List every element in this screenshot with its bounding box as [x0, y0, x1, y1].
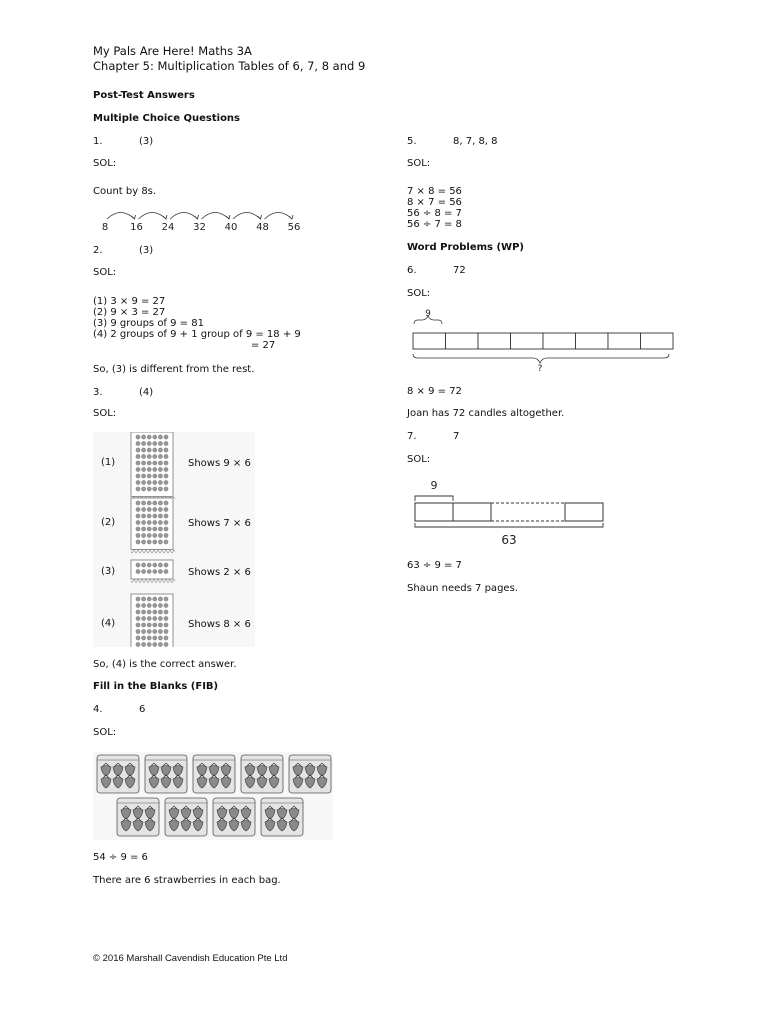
- q3-dot: [136, 514, 140, 518]
- q1-jump-arc: [170, 213, 198, 220]
- q3-dot: [142, 540, 146, 544]
- q1-jump-arc: [139, 213, 167, 220]
- q1-number: 1.: [93, 136, 103, 147]
- q4-figure: [93, 752, 333, 840]
- q3-dot: [136, 501, 140, 505]
- q3-dot: [136, 616, 140, 620]
- q4-number: 4.: [93, 704, 103, 715]
- q3-dot: [142, 441, 146, 445]
- q7-conclusion: Shaun needs 7 pages.: [407, 583, 518, 594]
- q3-number: 3.: [93, 387, 103, 398]
- q3-dot: [136, 563, 140, 567]
- q3-dot: [147, 629, 151, 633]
- q5-line-1: 7 × 8 = 56: [407, 186, 462, 197]
- q3-dot: [136, 636, 140, 640]
- q3-dot: [158, 642, 162, 646]
- q4-bag: [241, 755, 283, 793]
- q3-dot: [158, 603, 162, 607]
- q3-dot: [158, 636, 162, 640]
- q3-dot: [147, 563, 151, 567]
- q3-dot: [158, 569, 162, 573]
- q3-dot: [158, 610, 162, 614]
- q3-dot: [147, 501, 151, 505]
- q3-dot: [142, 514, 146, 518]
- q7-answer: 7: [453, 431, 460, 442]
- q1-sol: SOL:: [93, 158, 117, 169]
- q3-dot: [164, 474, 168, 478]
- q3-dot: [142, 520, 146, 524]
- q4-answer: 6: [139, 704, 146, 715]
- q3-dot: [164, 487, 168, 491]
- q3-dot: [147, 527, 151, 531]
- q7-bar-unit: [415, 503, 453, 521]
- q3-dot: [142, 461, 146, 465]
- q6-bar-unit: [608, 333, 641, 349]
- q4-bag: [165, 798, 207, 836]
- q6-bar-unit: [543, 333, 576, 349]
- q3-dot: [136, 487, 140, 491]
- q3-dot: [164, 441, 168, 445]
- q1-text: Count by 8s.: [93, 186, 157, 197]
- q3-dot: [142, 569, 146, 573]
- q3-dot: [142, 636, 146, 640]
- q3-option-2-label: (2): [101, 517, 116, 528]
- q3-dot: [153, 629, 157, 633]
- q3-option-3-text: Shows 2 × 6: [188, 567, 251, 578]
- q3-dot: [136, 527, 140, 531]
- header-title: My Pals Are Here! Maths 3A: [93, 44, 252, 58]
- q3-dot: [164, 520, 168, 524]
- q3-dot: [136, 642, 140, 646]
- q3-dot: [158, 563, 162, 567]
- q3-dot: [158, 435, 162, 439]
- q6-bar-unit: [446, 333, 479, 349]
- q3-dot: [136, 474, 140, 478]
- q7-equation: 63 ÷ 9 = 7: [407, 560, 462, 571]
- q3-dot: [142, 507, 146, 511]
- copyright-footer: © 2016 Marshall Cavendish Education Pte Ltd: [93, 953, 288, 964]
- q2-line-2: (2) 9 × 3 = 27: [93, 307, 166, 318]
- q5-line-3: 56 ÷ 8 = 7: [407, 208, 462, 219]
- q3-dot: [147, 636, 151, 640]
- q1-arrowhead: [226, 215, 230, 219]
- q3-dot: [142, 629, 146, 633]
- q3-dot: [136, 441, 140, 445]
- q2-number: 2.: [93, 245, 103, 256]
- q3-dot: [158, 454, 162, 458]
- q3-dot: [142, 435, 146, 439]
- q3-dot: [147, 435, 151, 439]
- q3-dot: [142, 597, 146, 601]
- q6-equation: 8 × 9 = 72: [407, 386, 462, 397]
- q3-dot: [164, 461, 168, 465]
- q3-conclusion: So, (4) is the correct answer.: [93, 659, 237, 670]
- q3-dot: [164, 448, 168, 452]
- q3-dot: [153, 514, 157, 518]
- q1-arrowhead: [195, 215, 199, 219]
- q3-dot: [164, 507, 168, 511]
- q3-dot: [158, 487, 162, 491]
- q3-dot: [142, 563, 146, 567]
- q6-bar-model: [408, 308, 674, 374]
- q3-dot: [142, 501, 146, 505]
- q3-option-3-label: (3): [101, 566, 116, 577]
- q3-dot: [147, 623, 151, 627]
- q6-sol: SOL:: [407, 288, 431, 299]
- q6-bar-unit: [576, 333, 609, 349]
- q3-dot: [158, 527, 162, 531]
- q3-dot: [164, 636, 168, 640]
- q3-dot: [153, 480, 157, 484]
- q3-dot: [147, 520, 151, 524]
- q7-bottom-bracket: [415, 523, 603, 527]
- q1-number-line: [95, 206, 310, 234]
- q3-dot: [153, 527, 157, 531]
- q3-dot: [147, 610, 151, 614]
- q3-dot: [164, 501, 168, 505]
- q3-dot: [158, 623, 162, 627]
- q7-bottom-label: 63: [501, 533, 517, 547]
- q3-dot: [136, 454, 140, 458]
- q3-dot: [136, 540, 140, 544]
- q1-number-label: 32: [193, 222, 206, 233]
- q3-dot: [147, 540, 151, 544]
- q4-bag: [213, 798, 255, 836]
- q1-jump-arc: [107, 213, 135, 220]
- q3-dot: [164, 514, 168, 518]
- q3-dot: [158, 467, 162, 471]
- q3-dot: [147, 480, 151, 484]
- q3-dot: [153, 623, 157, 627]
- q1-answer: (3): [139, 136, 154, 147]
- q3-dot: [136, 507, 140, 511]
- q3-dot: [164, 597, 168, 601]
- q4-bag: [193, 755, 235, 793]
- q3-dot: [147, 454, 151, 458]
- q2-answer: (3): [139, 245, 154, 256]
- q3-dot: [164, 616, 168, 620]
- q3-dot: [153, 616, 157, 620]
- q1-jump-arc: [233, 213, 261, 220]
- q3-dot: [153, 597, 157, 601]
- q3-dot: [136, 610, 140, 614]
- q4-sol: SOL:: [93, 727, 117, 738]
- q3-dot: [153, 507, 157, 511]
- q3-dot: [153, 448, 157, 452]
- q3-dot: [158, 616, 162, 620]
- q1-arrowhead: [258, 215, 262, 219]
- q4-bag: [289, 755, 331, 793]
- q3-answer: (4): [139, 387, 154, 398]
- q6-top-label: 9: [425, 309, 431, 319]
- q3-dot: [142, 616, 146, 620]
- q6-bottom-brace: [413, 354, 669, 363]
- q4-strawberry-bags-illustration: [93, 752, 333, 840]
- q3-dot: [153, 467, 157, 471]
- q3-dot: [147, 603, 151, 607]
- q3-dot: [142, 642, 146, 646]
- q3-dot: [164, 563, 168, 567]
- q3-dot: [147, 597, 151, 601]
- q3-dot: [153, 487, 157, 491]
- q3-dot: [153, 454, 157, 458]
- q3-dot: [158, 629, 162, 633]
- q3-dot: [153, 461, 157, 465]
- q4-bag: [145, 755, 187, 793]
- q1-number-label: 16: [130, 222, 143, 233]
- q7-sol: SOL:: [407, 454, 431, 465]
- q5-line-2: 8 × 7 = 56: [407, 197, 462, 208]
- q3-dot: [164, 435, 168, 439]
- q3-dot: [164, 629, 168, 633]
- q4-bag: [117, 798, 159, 836]
- q3-dot: [147, 448, 151, 452]
- q3-dot: [153, 533, 157, 537]
- q3-dot: [158, 441, 162, 445]
- q3-dot: [153, 569, 157, 573]
- q3-dot: [164, 569, 168, 573]
- q3-dot: [164, 540, 168, 544]
- q3-dot: [158, 540, 162, 544]
- q3-dot: [142, 448, 146, 452]
- q3-dot: [142, 467, 146, 471]
- q3-dot: [136, 520, 140, 524]
- q3-dot: [136, 480, 140, 484]
- q3-dot: [142, 533, 146, 537]
- q7-top-bracket: [415, 496, 453, 501]
- q3-dot: [164, 454, 168, 458]
- q6-conclusion: Joan has 72 candles altogether.: [407, 408, 565, 419]
- q6-bar-unit: [511, 333, 544, 349]
- q5-number: 5.: [407, 136, 417, 147]
- q3-dot: [147, 616, 151, 620]
- q5-sol: SOL:: [407, 158, 431, 169]
- q3-dot: [136, 435, 140, 439]
- q2-conclusion: So, (3) is different from the rest.: [93, 364, 255, 375]
- heading-post-test: Post-Test Answers: [93, 90, 195, 101]
- q3-dot: [136, 461, 140, 465]
- q3-dot: [153, 610, 157, 614]
- q3-dot: [147, 507, 151, 511]
- heading-fib: Fill in the Blanks (FIB): [93, 681, 219, 692]
- q1-number-label: 8: [101, 222, 109, 233]
- q3-dot: [136, 467, 140, 471]
- q3-dot: [153, 563, 157, 567]
- q3-dot: [153, 540, 157, 544]
- q3-dot: [153, 636, 157, 640]
- q1-arrowhead: [132, 215, 136, 219]
- q6-bar-unit: [478, 333, 511, 349]
- q1-number-label: 48: [256, 222, 269, 233]
- q3-dot: [164, 480, 168, 484]
- q3-dot: [136, 603, 140, 607]
- q3-dot: [142, 623, 146, 627]
- q1-arrowhead: [289, 215, 293, 219]
- q3-dot: [158, 461, 162, 465]
- q3-dot: [153, 501, 157, 505]
- q3-dot: [147, 514, 151, 518]
- q7-bar-unit: [453, 503, 491, 521]
- q3-dot: [147, 569, 151, 573]
- q1-number-label: 56: [287, 222, 301, 233]
- q3-option-2-text: Shows 7 × 6: [188, 518, 251, 529]
- q7-bar-unit: [565, 503, 603, 521]
- q3-dot: [164, 467, 168, 471]
- q6-bottom-label: ?: [537, 364, 543, 374]
- q3-torn-edge: [131, 580, 175, 583]
- q3-torn-edge: [131, 550, 175, 553]
- q3-dot: [158, 501, 162, 505]
- q3-dot: [142, 480, 146, 484]
- q3-dot: [142, 527, 146, 531]
- q3-dot: [158, 533, 162, 537]
- q2-line-5: = 27: [251, 340, 276, 351]
- q3-dot: [147, 474, 151, 478]
- q3-dot: [136, 623, 140, 627]
- q3-dot: [136, 533, 140, 537]
- q3-dot: [158, 474, 162, 478]
- q3-dot: [142, 603, 146, 607]
- q3-sol: SOL:: [93, 408, 117, 419]
- q2-line-3: (3) 9 groups of 9 = 81: [93, 318, 204, 329]
- q3-dot: [142, 454, 146, 458]
- q3-dot: [164, 623, 168, 627]
- q6-number: 6.: [407, 265, 417, 276]
- q3-option-4-label: (4): [101, 618, 116, 629]
- q1-number-label: 24: [161, 222, 175, 233]
- q3-dot: [158, 480, 162, 484]
- q4-conclusion: There are 6 strawberries in each bag.: [93, 875, 281, 886]
- q2-sol: SOL:: [93, 267, 117, 278]
- q2-line-4: (4) 2 groups of 9 + 1 group of 9 = 18 + 9: [93, 329, 301, 340]
- q7-top-label: 9: [430, 479, 438, 492]
- q3-dot: [153, 520, 157, 524]
- q3-dot: [153, 441, 157, 445]
- q5-answer: 8, 7, 8, 8: [453, 136, 498, 147]
- q5-line-4: 56 ÷ 7 = 8: [407, 219, 462, 230]
- q3-dot: [153, 603, 157, 607]
- q3-option-4-text: Shows 8 × 6: [188, 619, 251, 630]
- q6-answer: 72: [453, 265, 466, 276]
- q3-dot: [153, 642, 157, 646]
- q6-bar-unit: [413, 333, 446, 349]
- q3-dot: [164, 610, 168, 614]
- q3-dot: [164, 642, 168, 646]
- q3-dot: [147, 441, 151, 445]
- q3-dot: [147, 461, 151, 465]
- q3-dot: [158, 514, 162, 518]
- q3-dot: [158, 448, 162, 452]
- q4-bag: [261, 798, 303, 836]
- header-chapter: Chapter 5: Multiplication Tables of 6, 7, 8 and 9: [93, 59, 366, 73]
- q3-dot: [147, 487, 151, 491]
- q6-bar-unit: [641, 333, 674, 349]
- q3-dot: [136, 597, 140, 601]
- q3-dot: [153, 435, 157, 439]
- q3-option-1-label: (1): [101, 457, 116, 468]
- q3-dot: [142, 487, 146, 491]
- q3-dot: [136, 448, 140, 452]
- q3-dot: [142, 610, 146, 614]
- q3-dot: [147, 533, 151, 537]
- q1-number-label: 40: [224, 222, 238, 233]
- q3-dot: [147, 642, 151, 646]
- q3-option-1-text: Shows 9 × 6: [188, 458, 251, 469]
- q1-jump-arc: [265, 213, 293, 220]
- q4-equation: 54 ÷ 9 = 6: [93, 852, 148, 863]
- q3-dot: [158, 597, 162, 601]
- q3-dot: [147, 467, 151, 471]
- q3-dot: [158, 507, 162, 511]
- heading-wp: Word Problems (WP): [407, 242, 524, 253]
- q4-bag: [97, 755, 139, 793]
- q3-dot: [158, 520, 162, 524]
- q3-dot: [164, 603, 168, 607]
- q1-arrowhead: [163, 215, 167, 219]
- q3-dot: [164, 527, 168, 531]
- q1-jump-arc: [202, 213, 230, 220]
- q2-line-1: (1) 3 × 9 = 27: [93, 296, 166, 307]
- q7-number: 7.: [407, 431, 417, 442]
- heading-mcq: Multiple Choice Questions: [93, 113, 241, 124]
- q3-dot: [153, 474, 157, 478]
- q3-dot: [136, 569, 140, 573]
- q3-dot: [136, 629, 140, 633]
- q7-bar-model: [408, 474, 608, 550]
- q3-dot: [164, 533, 168, 537]
- q3-dot: [142, 474, 146, 478]
